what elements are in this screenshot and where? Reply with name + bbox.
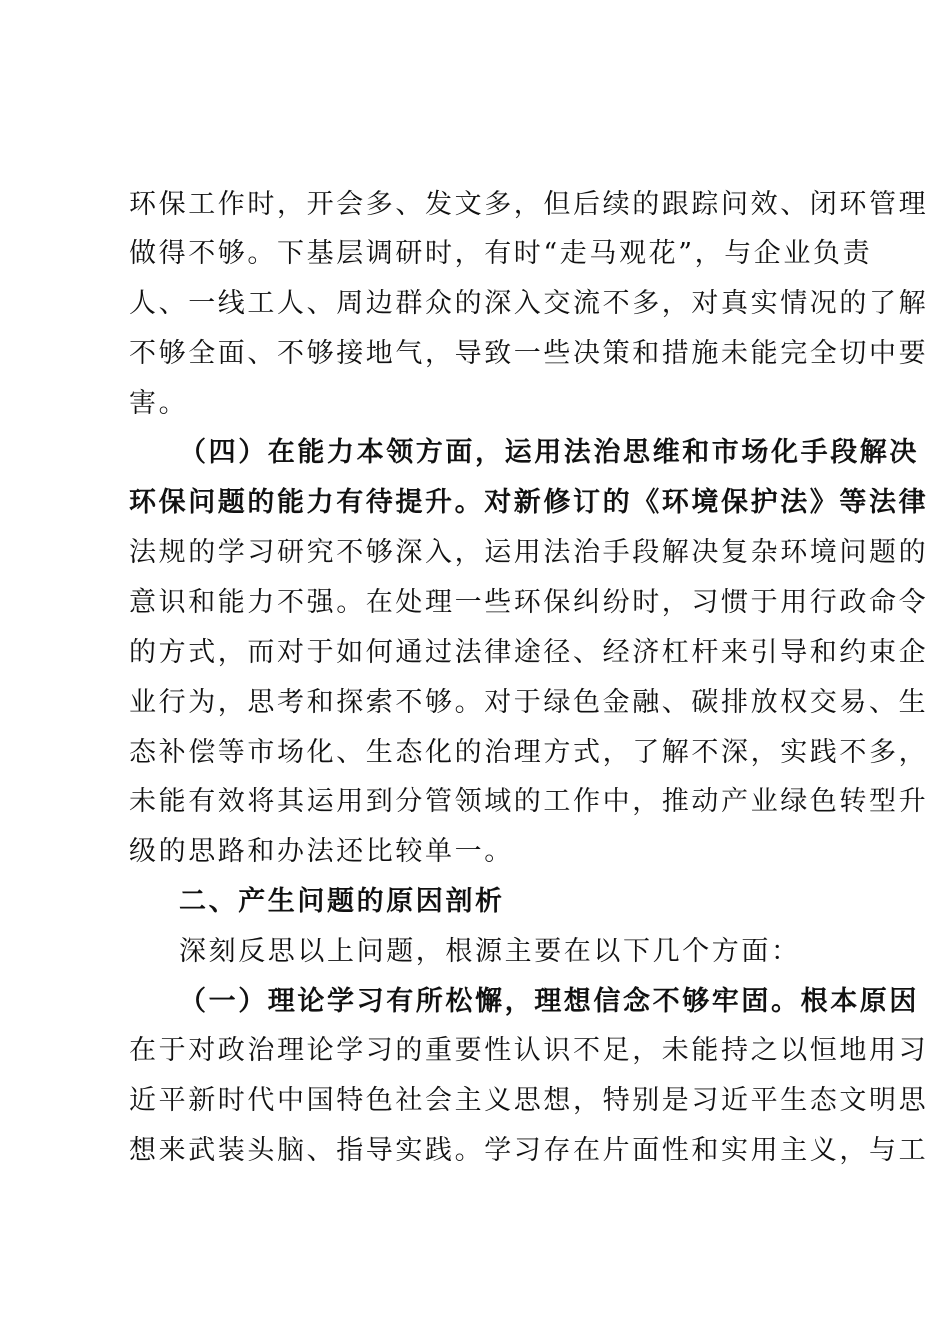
text-line-4: 不够全面、不够接地气，导致一些决策和措施未能完全切中要 <box>129 338 929 369</box>
text-line-5: 害。 <box>129 388 189 419</box>
text-line-19: 近平新时代中国特色社会主义思想，特别是习近平生态文明思 <box>129 1085 929 1116</box>
text-line-1: 环保工作时，开会多、发文多，但后续的跟踪问效、闭环管理 <box>129 189 929 220</box>
section-heading-2: 二、产生问题的原因剖析 <box>179 886 505 917</box>
text-line-20: 想来武装头脑、指导实践。学习存在片面性和实用主义，与工 <box>129 1135 929 1166</box>
text-line-3: 人、一线工人、周边群众的深入交流不多，对真实情况的了解 <box>129 288 929 319</box>
text-line-7-content: 环保问题的能力有待提升。对新修订的《环境保护法》等法律 <box>129 487 929 518</box>
text-line-10: 的方式，而对于如何通过法律途径、经济杠杆来引导和约束企 <box>129 637 929 668</box>
text-line-13: 未能有效将其运用到分管领域的工作中，推动产业绿色转型升 <box>129 786 929 817</box>
text-line-11: 业行为，思考和探索不够。对于绿色金融、碳排放权交易、生 <box>129 687 929 718</box>
text-line-14: 级的思路和办法还比较单一。 <box>129 836 514 867</box>
text-line-2: 做得不够。下基层调研时，有时“走马观花”，与企业负责 <box>129 238 873 269</box>
paragraph-4-heading: （四）在能力本领方面，运用法治思维和市场化手段解决 <box>179 437 919 468</box>
text-line-8: 法规的学习研究不够深入，运用法治手段解决复杂环境问题的 <box>129 537 929 568</box>
text-line-12: 态补偿等市场化、生态化的治理方式，了解不深，实践不多， <box>129 737 929 768</box>
paragraph-1-heading: （一）理论学习有所松懈，理想信念不够牢固。根本原因 <box>179 986 919 1017</box>
text-line-16: 深刻反思以上问题，根源主要在以下几个方面： <box>179 936 801 967</box>
text-line-9: 意识和能力不强。在处理一些环保纠纷时，习惯于用行政命令 <box>129 587 929 618</box>
text-line-7 <box>129 483 929 523</box>
text-line-18: 在于对政治理论学习的重要性认识不足，未能持之以恒地用习 <box>129 1035 929 1066</box>
